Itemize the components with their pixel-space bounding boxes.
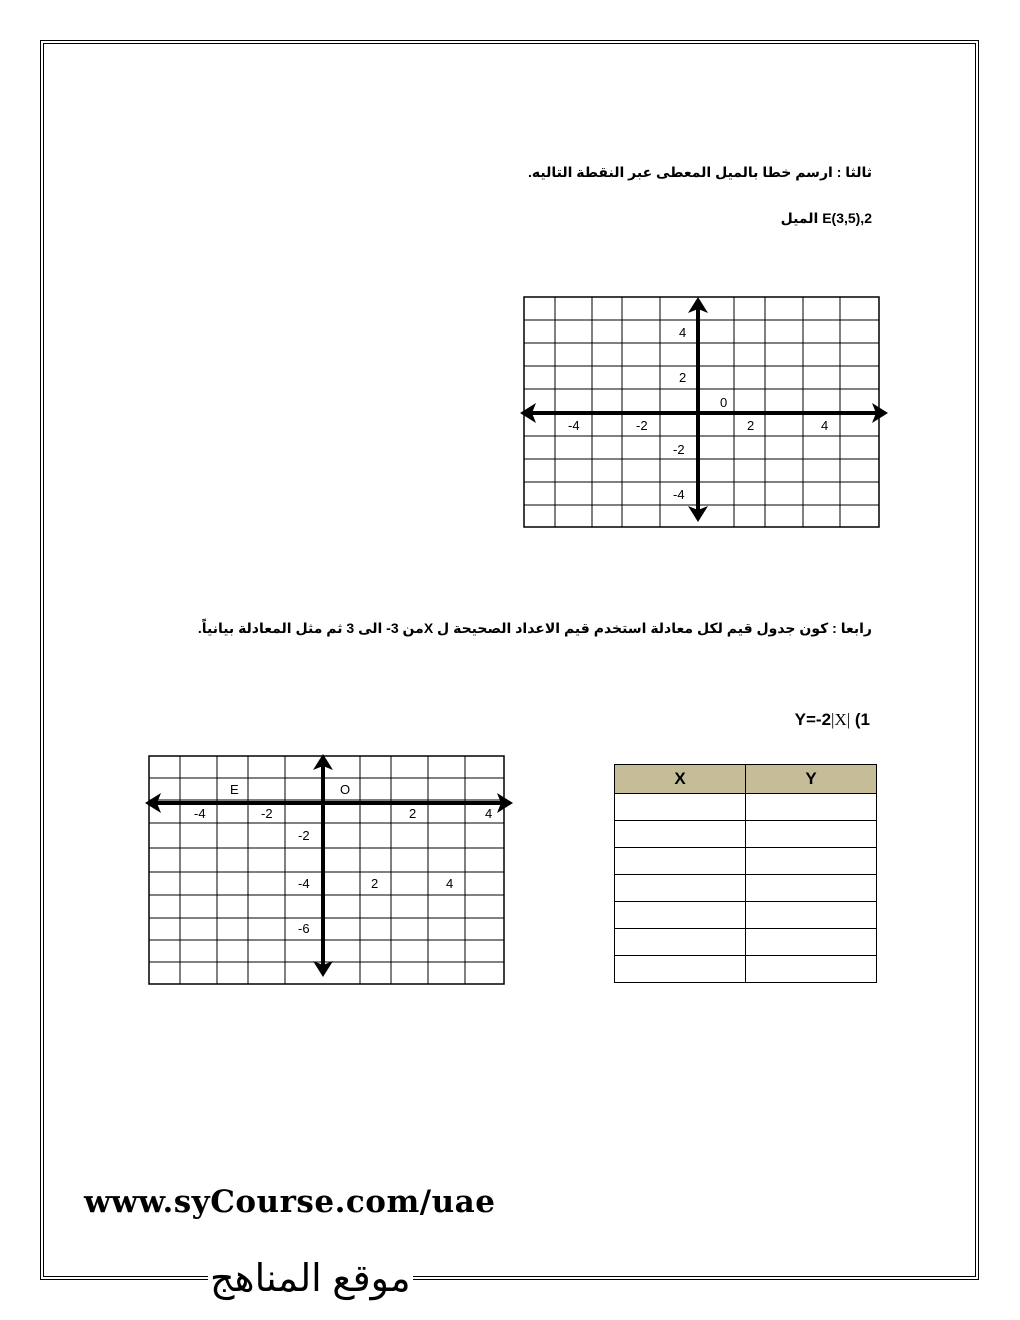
grid1-x-tick: 4	[821, 418, 829, 433]
section4-title: رابعا : كون جدول قيم لكل معادلة استخدم قيم الاعداد الصحيحة ل Xمن 3- الى 3 ثم مثل المعادلة بيانياً.	[197, 620, 872, 636]
table-cell[interactable]	[746, 848, 877, 875]
grid2-extra-label: 4	[446, 876, 454, 891]
coordinate-grid-2	[145, 754, 513, 984]
table-row	[615, 875, 877, 902]
table-cell[interactable]	[746, 956, 877, 983]
grid2-origin-label: O	[340, 782, 351, 797]
grid1-y-tick: 4	[679, 325, 687, 340]
site-url[interactable]: www.syCourse.com/uae	[84, 1184, 496, 1220]
grid2-x-tick: 4	[485, 806, 493, 821]
equation-number: (1	[854, 710, 870, 729]
table-row	[615, 794, 877, 821]
grid2-border	[149, 756, 504, 984]
equation-abs: |X|	[831, 710, 851, 729]
table-cell[interactable]	[746, 794, 877, 821]
table-cell[interactable]	[746, 929, 877, 956]
grid2-x-tick: -4	[194, 806, 206, 821]
table-cell[interactable]	[615, 902, 746, 929]
grid2-extra-label: 2	[371, 876, 379, 891]
table-row	[615, 848, 877, 875]
grid2-point-label: E	[230, 782, 239, 797]
table-cell[interactable]	[615, 848, 746, 875]
grid2-y-tick: -6	[298, 921, 310, 936]
coordinate-grid-1	[520, 297, 888, 527]
header-y: Y	[746, 765, 877, 794]
grid2-x-tick: 2	[409, 806, 417, 821]
table-cell[interactable]	[615, 794, 746, 821]
grid1-y-tick: 2	[679, 370, 687, 385]
grid1-y-tick: -4	[673, 487, 685, 502]
header-x: X	[615, 765, 746, 794]
section3-slope-word: الميل	[780, 210, 819, 226]
grid1-y-tick: -2	[673, 442, 685, 457]
section4-equation	[795, 710, 870, 730]
grid1-x-tick: -2	[636, 418, 648, 433]
grid2-y-tick: -4	[298, 876, 310, 891]
grid1-origin-label: 0	[720, 395, 728, 410]
table-cell[interactable]	[746, 875, 877, 902]
grid1-x-tick: 2	[747, 418, 755, 433]
table-row	[615, 956, 877, 983]
grid1-x-tick: -4	[568, 418, 580, 433]
table-row	[615, 902, 877, 929]
table-row	[615, 821, 877, 848]
table-row	[615, 929, 877, 956]
table-cell[interactable]	[615, 821, 746, 848]
grid2-x-tick: -2	[261, 806, 273, 821]
table-cell[interactable]	[615, 929, 746, 956]
table-cell[interactable]	[615, 956, 746, 983]
table-cell[interactable]	[615, 875, 746, 902]
site-name: موقع المناهج	[210, 1258, 411, 1300]
table-cell[interactable]	[746, 821, 877, 848]
section3-title: ثالثا : ارسم خطا بالميل المعطى عبر النقطة التاليه.	[528, 164, 872, 180]
grid2-y-tick: -2	[298, 828, 310, 843]
values-table-header-row	[615, 765, 877, 794]
table-cell[interactable]	[746, 902, 877, 929]
section3-point-label: E(3,5),2	[822, 210, 872, 226]
equation-prefix: Y=-2	[794, 710, 832, 729]
values-table	[614, 764, 877, 983]
